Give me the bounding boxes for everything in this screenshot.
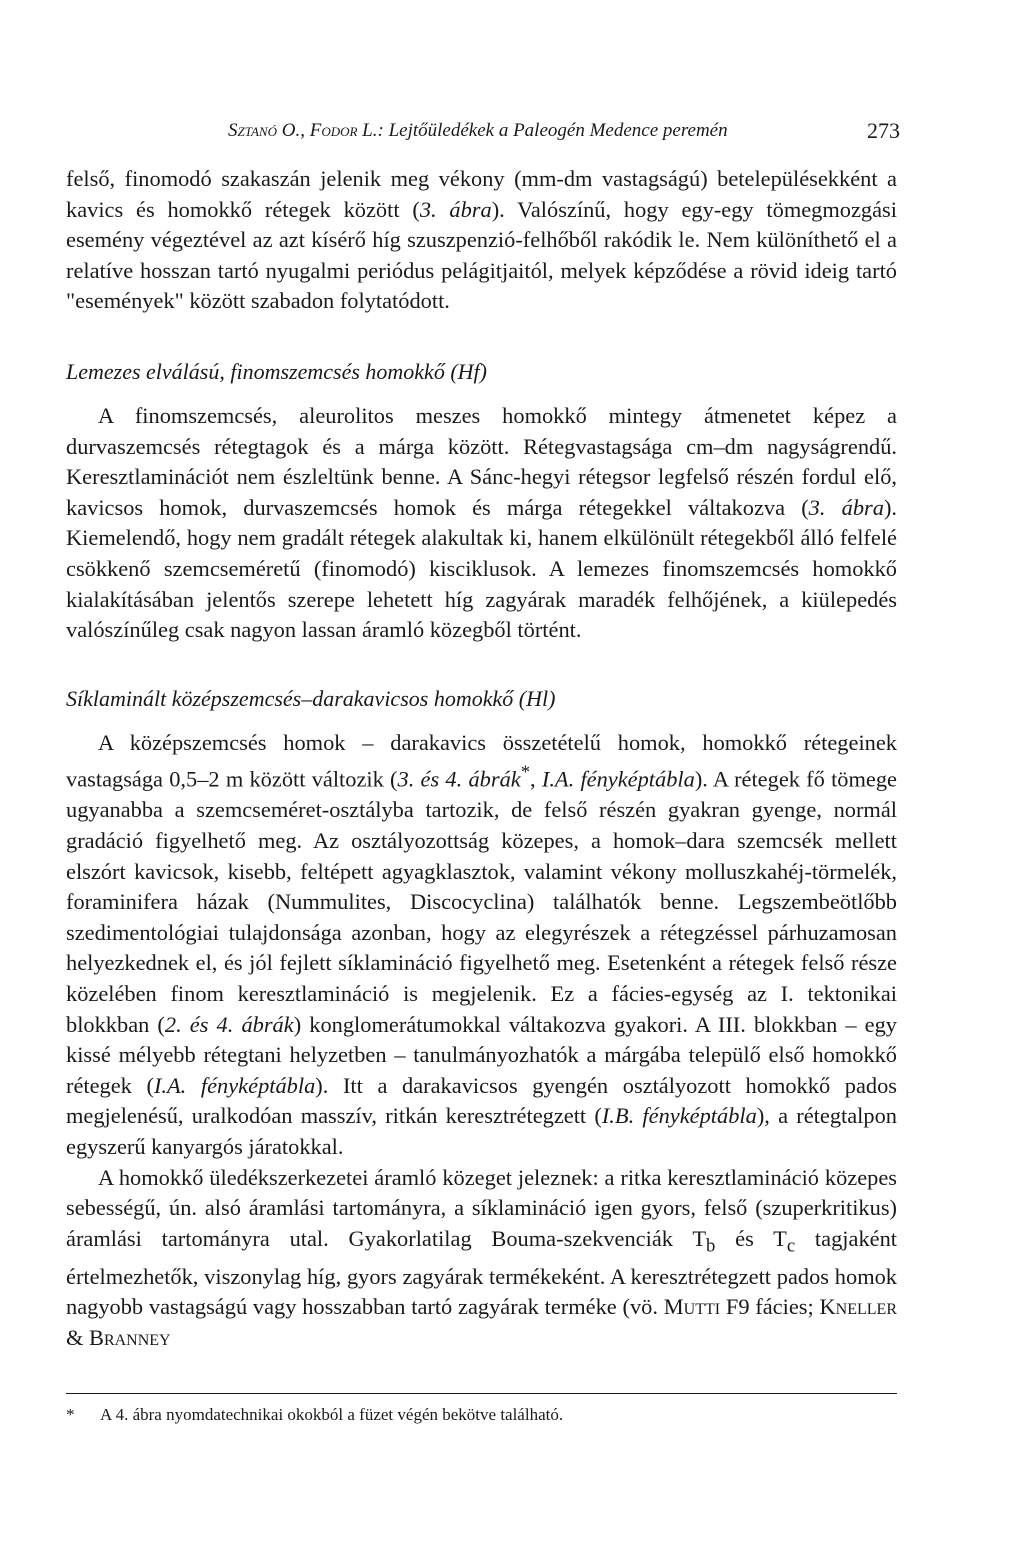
main-text xyxy=(66,164,897,1354)
para3-text-5: ). Itt a darakavicsos gyengén osztályozott homokkő pados megjelenésű, uralkodóan masszív, ritkán keresztrétegzett ( xyxy=(66,1072,897,1129)
para1-text-1: felső, finomodó szakaszán jelenik meg vékony (mm-dm vastagságú) betelepülésekként a kavics és homokkő rétegek között ( xyxy=(66,166,897,222)
footnote-marker: * xyxy=(520,762,531,784)
subscript-c: c xyxy=(786,1235,796,1257)
para2-text-1: A finomszemcsés, aleurolitos meszes homokkő mintegy átmenetet képez a durvaszemcsés rétegtagok és a márga között. Rétegvastagsága cm–dm nagyságrendű. Keresztlaminációt nem észleltünk benne. A Sánc-hegyi rétegsor legfelső részén fordul elő, kavicsos homok, durvaszemcsés homok és márga rétegekkel váltakozva ( xyxy=(66,402,897,520)
footnote-divider xyxy=(66,1393,897,1394)
para4-text-4: F9 fácies; xyxy=(720,1294,820,1320)
plate-ref: I.A. fényképtábla xyxy=(541,766,695,792)
para3-text-4: ) konglomerátumokkal váltakozva gyakori. A III. blokkban – egy kissé mélyebb rétegtani helyzetben – tanulmányozhatók a márgába települő első homokkő rétegek ( xyxy=(66,1011,898,1098)
running-title: Lejtőüledékek a Paleogén Medence peremén xyxy=(388,120,728,141)
paragraph-4 xyxy=(66,1163,897,1354)
author-separator: , xyxy=(300,120,310,141)
author-1: Sztanó O. xyxy=(228,120,301,141)
author-2: Fodor L. xyxy=(309,120,378,141)
para4-text-5: & xyxy=(66,1324,90,1350)
figure-ref: 3. ábra xyxy=(419,196,492,222)
page-number: 273 xyxy=(867,118,900,143)
footnote xyxy=(66,1404,897,1426)
para1-text-2: ). Valószínű, hogy egy-egy tömegmozgási esemény végeztével az azt kísérő híg szuszpenzió-felhőből rakódik le. Nem különíthető el a relatíve hosszan tartó nyugalmi periódus pelágitjaitól, melyek képződése a rövid ideig tartó "események" között szabadon folytatódott. xyxy=(66,196,897,314)
footnote-mark: * xyxy=(66,1405,75,1424)
footnote-text: A 4. ábra nyomdatechnikai okokból a füzet végén bekötve található. xyxy=(100,1405,564,1424)
figure-ref: 3. ábra xyxy=(808,494,884,520)
para2-text-2: ). Kiemelendő, hogy nem gradált rétegek alakultak ki, hanem elkülönült rétegekből álló felfelé csökkenő szemcseméretű (finomodó) kisciklusok. A lemezes finomszemcsés homokkő kialakításában jelentős szerepe lehetett híg zagyárak maradék felhőjének, a kiülepedés valószínűleg csak nagyon lassan áramló közegből történt. xyxy=(66,494,897,643)
section-heading-hl: Síklaminált középszemcsés–darakavicsos homokkő (Hl) xyxy=(66,685,556,711)
section-heading-hf: Lemezes elválású, finomszemcsés homokkő (Hf) xyxy=(66,358,487,384)
paragraph-3 xyxy=(66,728,897,1163)
running-header xyxy=(228,120,900,150)
paragraph-2 xyxy=(66,401,897,646)
para4-text-3: tagjaként értelmezhetők, viszonylag híg, gyors zagyárak termékeként. A keresztrétegzett pados homok nagyobb vastagságú vagy hosszabban tartó zagyárak terméke (vö. xyxy=(66,1225,897,1320)
paragraph-1 xyxy=(66,164,897,317)
author-citation: Mutti xyxy=(663,1294,721,1320)
title-separator: : xyxy=(377,120,389,141)
para3-text-2: , xyxy=(530,766,542,792)
subscript-b: b xyxy=(706,1235,716,1257)
author-citation: Branney xyxy=(89,1324,171,1350)
para4-text-2: és T xyxy=(715,1225,787,1251)
figure-ref: 3. és 4. ábrák xyxy=(397,766,521,792)
figure-ref: 2. és 4. ábrák xyxy=(164,1011,294,1037)
para3-text-3: ). A rétegek fő tömege ugyanabba a szemcseméret-osztályba tartozik, de felső részén gyakran gyenge, normál gradáció figyelhető meg. Az osztályozottság közepes, a homok–dara szemcsék mellett elszórt kavicsok, kisebb, feltépett agyagklasztok, valamint vékony molluszkahéj-törmelék, foraminifera házak (Nummulites, Discocyclina) találhatók benne. Legszembeötlőbb szedimentológiai tulajdonsága azonban, hogy az elegyrészek a rétegzéssel párhuzamosan helyezkednek el, és jól fejlett síklamináció figyelhető meg. Esetenként a rétegek felső része közelében finom keresztlamináció is megjelenik. Ez a fácies-egység az I. tektonikai blokkban ( xyxy=(66,766,897,1037)
para3-text-6: ), a rétegtalpon egyszerű kanyargós járatokkal. xyxy=(66,1103,897,1159)
plate-ref: I.A. fényképtábla xyxy=(153,1072,316,1098)
author-citation: Kneller xyxy=(819,1294,897,1320)
plate-ref: I.B. fényképtábla xyxy=(601,1103,757,1129)
para4-text-1: A homokkő üledékszerkezetei áramló közeget jeleznek: a ritka keresztlamináció közepes sebességű, ún. alsó áramlási tartományra, a síklamináció igen gyors, felső (szuperkritikus) áramlási tartományra utal. Gyakorlatilag Bouma-szekvenciák T xyxy=(66,1164,897,1251)
para3-text-1: A középszemcsés homok – darakavics összetételű homok, homokkő rétegeinek vastagsága 0,5–2 m között változik ( xyxy=(66,729,897,792)
